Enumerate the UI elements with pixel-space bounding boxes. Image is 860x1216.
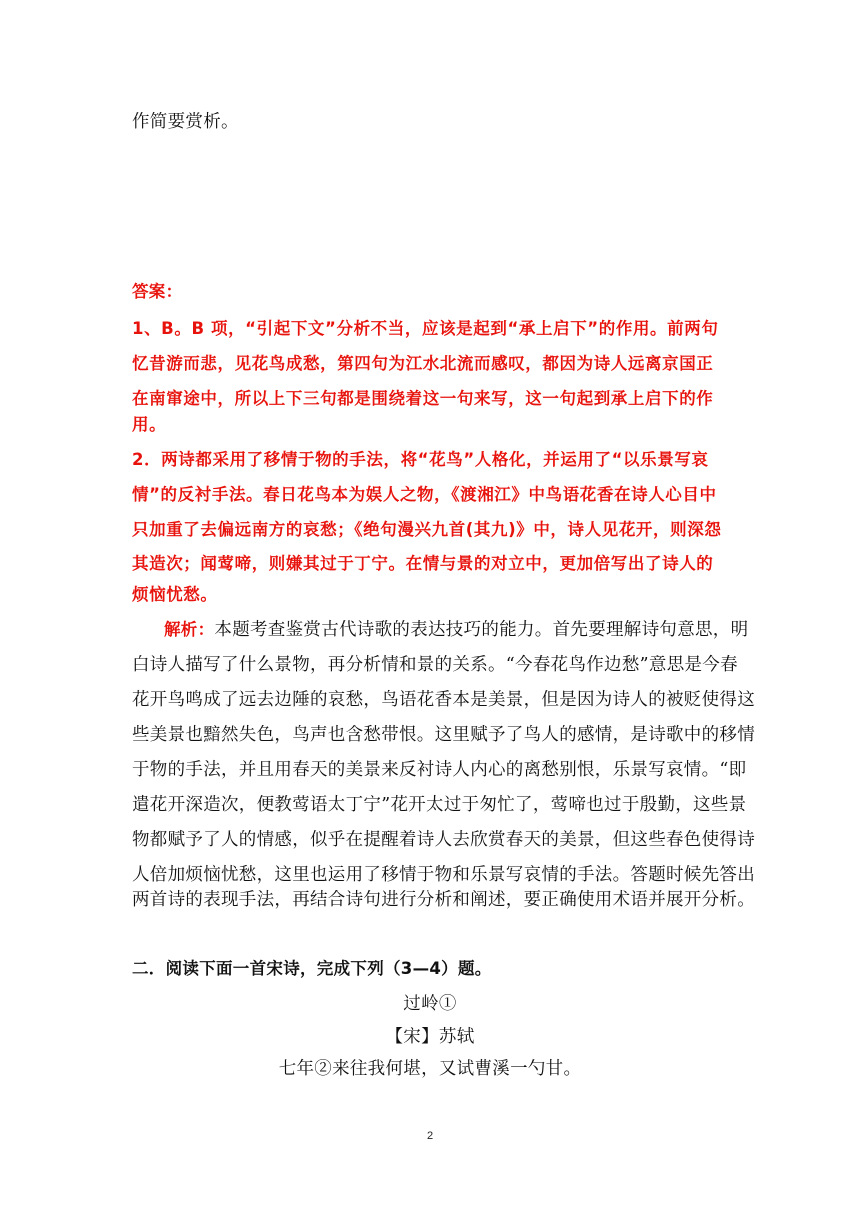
answer2-line-5: 烦恼忧愁。 <box>132 585 218 604</box>
answer1-line-2: 忆昔游而悲，见花鸟成愁，第四句为江水北流而感叹，都因为诗人远离京国正 <box>132 354 714 373</box>
analysis-first-line-text: 本题考查鉴赏古代诗歌的表达技巧的能力。首先要理解诗句意思，明 <box>214 620 749 640</box>
answer1-line-3: 在南窜途中，所以上下三句都是围绕着这一句来写，这一句起到承上启下的作 <box>132 389 714 408</box>
poem-author: 【宋】苏轼 <box>385 1027 475 1047</box>
answer1-line-4: 用。 <box>132 415 167 434</box>
analysis-line-7: 物都赋予了人的情感，似乎在提醒着诗人去欣赏春天的美景，但这些春色使得诗 <box>132 830 755 850</box>
answer2-line-1: 2．两诗都采用了移情于物的手法，将“花鸟”人格化，并运用了“以乐景写哀 <box>132 450 709 469</box>
analysis-line-8: 人倍加烦恼忧愁，这里也运用了移情于物和乐景写哀情的手法。答题时候先答出 <box>132 865 755 885</box>
answer1-line-1: 1、B。B 项，“引起下文”分析不当，应该是起到“承上启下”的作用。前两句 <box>132 319 719 338</box>
answer2-line-2: 情”的反衬手法。春日花鸟本为娱人之物，《渡湘江》中鸟语花香在诗人心目中 <box>132 485 717 504</box>
analysis-line-3: 花开鸟鸣成了远去边陲的哀愁，鸟语花香本是美景，但是因为诗人的被贬使得这 <box>132 690 755 710</box>
poem-title: 过岭① <box>403 994 457 1014</box>
section2-heading: 二．阅读下面一首宋诗，完成下列（3—4）题。 <box>132 959 492 978</box>
analysis-line-2: 白诗人描写了什么景物，再分析情和景的关系。“今春花鸟作边愁”意思是今春 <box>132 655 738 675</box>
analysis-line-4: 些美景也黯然失色，鸟声也含愁带恨。这里赋予了鸟人的感情，是诗歌中的移情 <box>132 725 755 745</box>
analysis-label: 解析： <box>164 620 215 639</box>
page-number: 2 <box>426 1130 434 1142</box>
analysis-line-6: 遣花开深造次，便教莺语太丁宁”花开太过于匆忙了，莺啼也过于殷勤，这些景 <box>132 795 747 815</box>
answer2-line-3: 只加重了去偏远南方的哀愁；《绝句漫兴九首(其九)》中，诗人见花开，则深怨 <box>132 520 722 539</box>
analysis-first-line <box>164 619 749 641</box>
poem-line-1: 七年②来往我何堪，又试曹溪一勺甘。 <box>278 1059 582 1079</box>
analysis-line-9: 两首诗的表现手法，再结合诗句进行分析和阐述，要正确使用术语并展开分析。 <box>132 890 755 910</box>
answer-label: 答案： <box>132 282 183 301</box>
intro-tail-text: 作简要赏析。 <box>132 112 239 132</box>
answer2-line-4: 其造次；闻莺啼，则嫌其过于丁宁。在情与景的对立中，更加倍写出了诗人的 <box>132 554 714 573</box>
analysis-line-5: 于物的手法，并且用春天的美景来反衬诗人内心的离愁别恨，乐景写哀情。“即 <box>132 760 747 780</box>
